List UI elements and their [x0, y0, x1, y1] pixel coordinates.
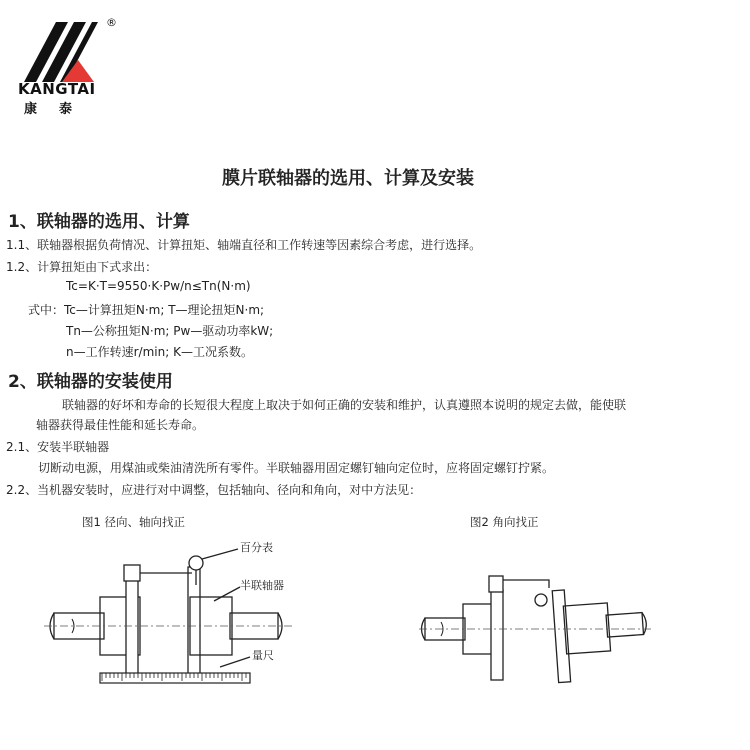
section1-heading: 1、联轴器的选用、计算 — [8, 212, 190, 232]
fig1-label-half-coupling: 半联轴器 — [240, 579, 284, 592]
figure1-caption: 图1 径向、轴向找正 — [82, 515, 185, 529]
fig2-left-flange — [491, 590, 503, 680]
fig1-left-post — [126, 567, 138, 677]
fig2-dial-gauge-icon — [535, 594, 547, 606]
section1-p1: 1.1、联轴器根据负荷情况、计算扭矩、轴端直径和工作转速等因素综合考虑，进行选择。 — [6, 238, 482, 252]
where-row-2: Tn—公称扭矩N·m; Pw—驱动功率kW; — [66, 324, 274, 338]
fig2-clamp — [489, 576, 503, 592]
document-title: 膜片联轴器的选用、计算及安装 — [222, 168, 474, 189]
fig1-coupling-leader — [214, 587, 240, 601]
section1-p2: 1.2、计算扭矩由下式求出： — [6, 260, 158, 274]
fig1-ruler-leader — [220, 657, 250, 667]
section2-p2: 2.2、当机器安装时，应进行对中调整，包括轴向、径向和角向，对中方法见： — [6, 483, 422, 497]
section2-p1-body: 切断动电源，用煤油或柴油清洗所有零件。半联轴器用固定螺钉轴向定位时，应将固定螺钉拧紧。 — [38, 461, 555, 475]
fig2-arm — [503, 580, 549, 588]
fig2-right-hub — [563, 603, 610, 654]
section2-p1: 2.1、安装半联轴器 — [6, 440, 110, 454]
logo-brand-text: KANGTAI — [18, 80, 96, 98]
fig1-ruler — [100, 673, 250, 683]
figure2-diagram — [415, 560, 655, 690]
formula: Tc=K·T=9550·K·Pw/n≤Tn(N·m) — [66, 279, 251, 293]
section2-intro-line1: 联轴器的好坏和寿命的长短很大程度上取决于如何正确的安装和维护，认真遵照本说明的规定去做，能使联 — [62, 398, 627, 412]
fig1-label-ruler: 量尺 — [252, 649, 274, 662]
logo-brand-cn: 康泰 — [24, 102, 95, 117]
fig1-label-dial: 百分表 — [240, 541, 273, 554]
fig2-right-shaft — [606, 613, 643, 637]
registered-mark: ® — [106, 16, 117, 29]
section2-heading: 2、联轴器的安装使用 — [8, 372, 173, 392]
where-row-1: 式中：Tc—计算扭矩N·m; T—理论扭矩N·m; — [28, 303, 265, 317]
figure2-caption: 图2 角向找正 — [470, 515, 539, 529]
fig2-right-flange — [552, 590, 570, 683]
figure1-diagram — [40, 535, 300, 695]
fig1-dial-leader — [202, 549, 238, 559]
where-row-3: n—工作转速r/min; K—工况系数。 — [66, 345, 253, 359]
section2-intro-line2: 轴器获得最佳性能和延长寿命。 — [36, 418, 205, 432]
fig1-dial-gauge-icon — [189, 556, 203, 570]
fig1-clamp — [124, 565, 140, 581]
